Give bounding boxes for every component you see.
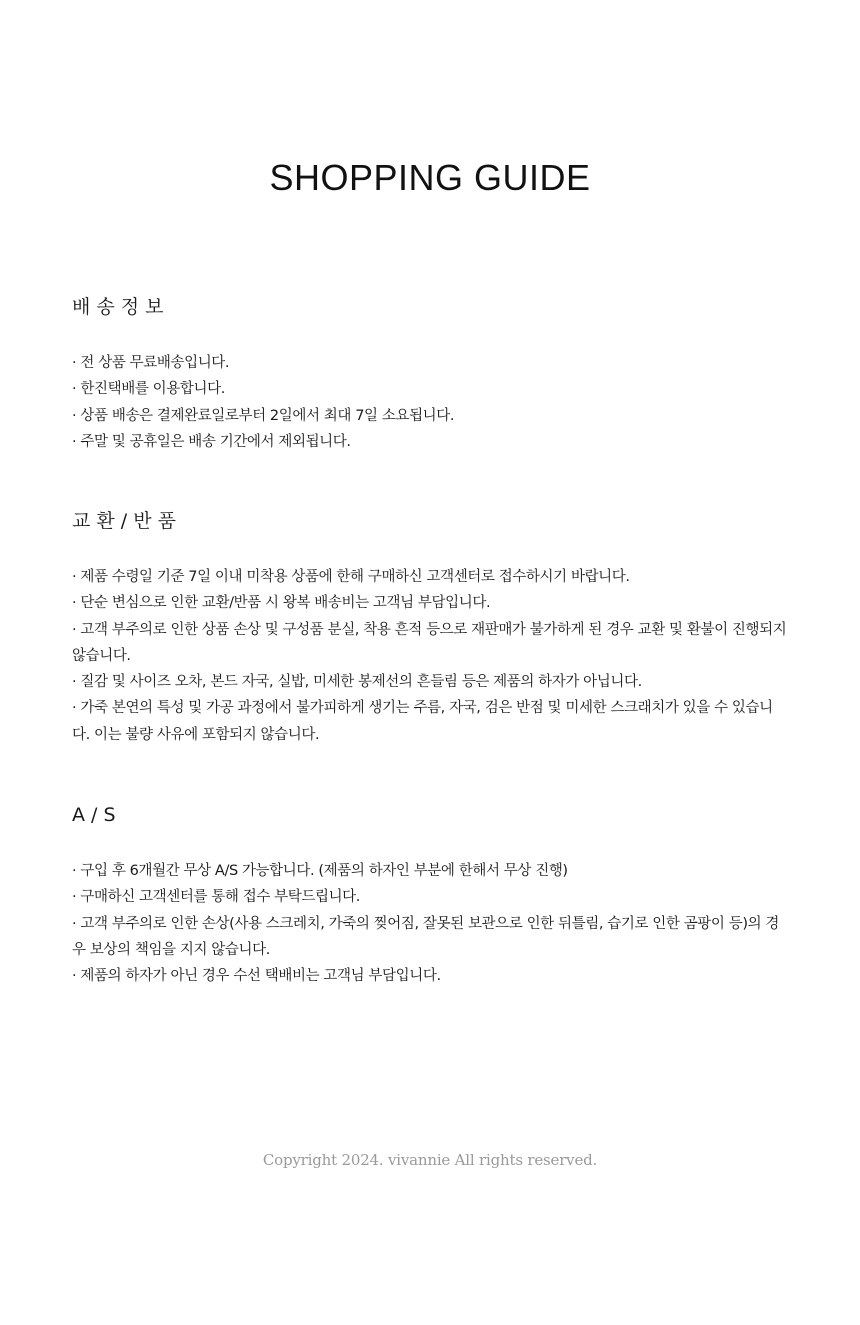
- list-item: · 단순 변심으로 인한 교환/반품 시 왕복 배송비는 고객님 부담입니다.: [72, 595, 491, 612]
- shipping-info-heading: 배 송 정 보: [72, 296, 164, 318]
- list-item: · 가죽 본연의 특성 및 가공 과정에서 불가피하게 생기는 주름, 자국, 검은 반점 및 미세한 스크래치가 있을 수 있습니다. 이는 불량 사유에 포함되지 않습니다.: [72, 700, 773, 743]
- list-item: · 주말 및 공휴일은 배송 기간에서 제외됩니다.: [72, 433, 351, 450]
- exchange-return-list: [72, 564, 788, 748]
- list-item: · 상품 배송은 결제완료일로부터 2일에서 최대 7일 소요됩니다.: [72, 407, 455, 424]
- list-item: · 한진택배를 이용합니다.: [72, 381, 225, 398]
- exchange-return-section: [72, 507, 788, 743]
- page-title: SHOPPING GUIDE: [269, 157, 591, 198]
- list-item: · 제품 수령일 기준 7일 이내 미착용 상품에 한해 구매하신 고객센터로 접수하시기 바랍니다.: [72, 569, 630, 585]
- list-item: · 전 상품 무료배송입니다.: [72, 355, 230, 371]
- list-item: · 고객 부주의로 인한 상품 손상 및 구성품 분실, 착용 흔적 등으로 재판매가 불가하게 된 경우 교환 및 환불이 진행되지 않습니다.: [72, 621, 787, 664]
- list-item: · 구입 후 6개월간 무상 A/S 가능합니다. (제품의 하자인 부분에 한해서 무상 진행): [72, 863, 568, 879]
- list-item: · 제품의 하자가 아닌 경우 수선 택배비는 고객님 부담입니다.: [72, 968, 441, 985]
- copyright-text: Copyright 2024. vivannie All rights reserved.: [262, 1151, 598, 1169]
- exchange-return-heading: 교 환 / 반 품: [72, 510, 176, 532]
- shipping-info-list: [72, 350, 788, 455]
- list-item: · 질감 및 사이즈 오차, 본드 자국, 실밥, 미세한 봉제선의 흔들림 등은 제품의 하자가 아닙니다.: [72, 674, 642, 691]
- after-service-heading: A / S: [72, 804, 116, 826]
- after-service-list: [72, 858, 788, 989]
- shipping-info-section: [72, 293, 788, 450]
- list-item: · 구매하신 고객센터를 통해 접수 부탁드립니다.: [72, 889, 360, 906]
- list-item: · 고객 부주의로 인한 손상(사용 스크레치, 가죽의 찢어짐, 잘못된 보관으로 인한 뒤틀림, 습기로 인한 곰팡이 등)의 경우 보상의 책임을 지지 않습니다.: [72, 915, 780, 958]
- after-service-section: [72, 801, 788, 985]
